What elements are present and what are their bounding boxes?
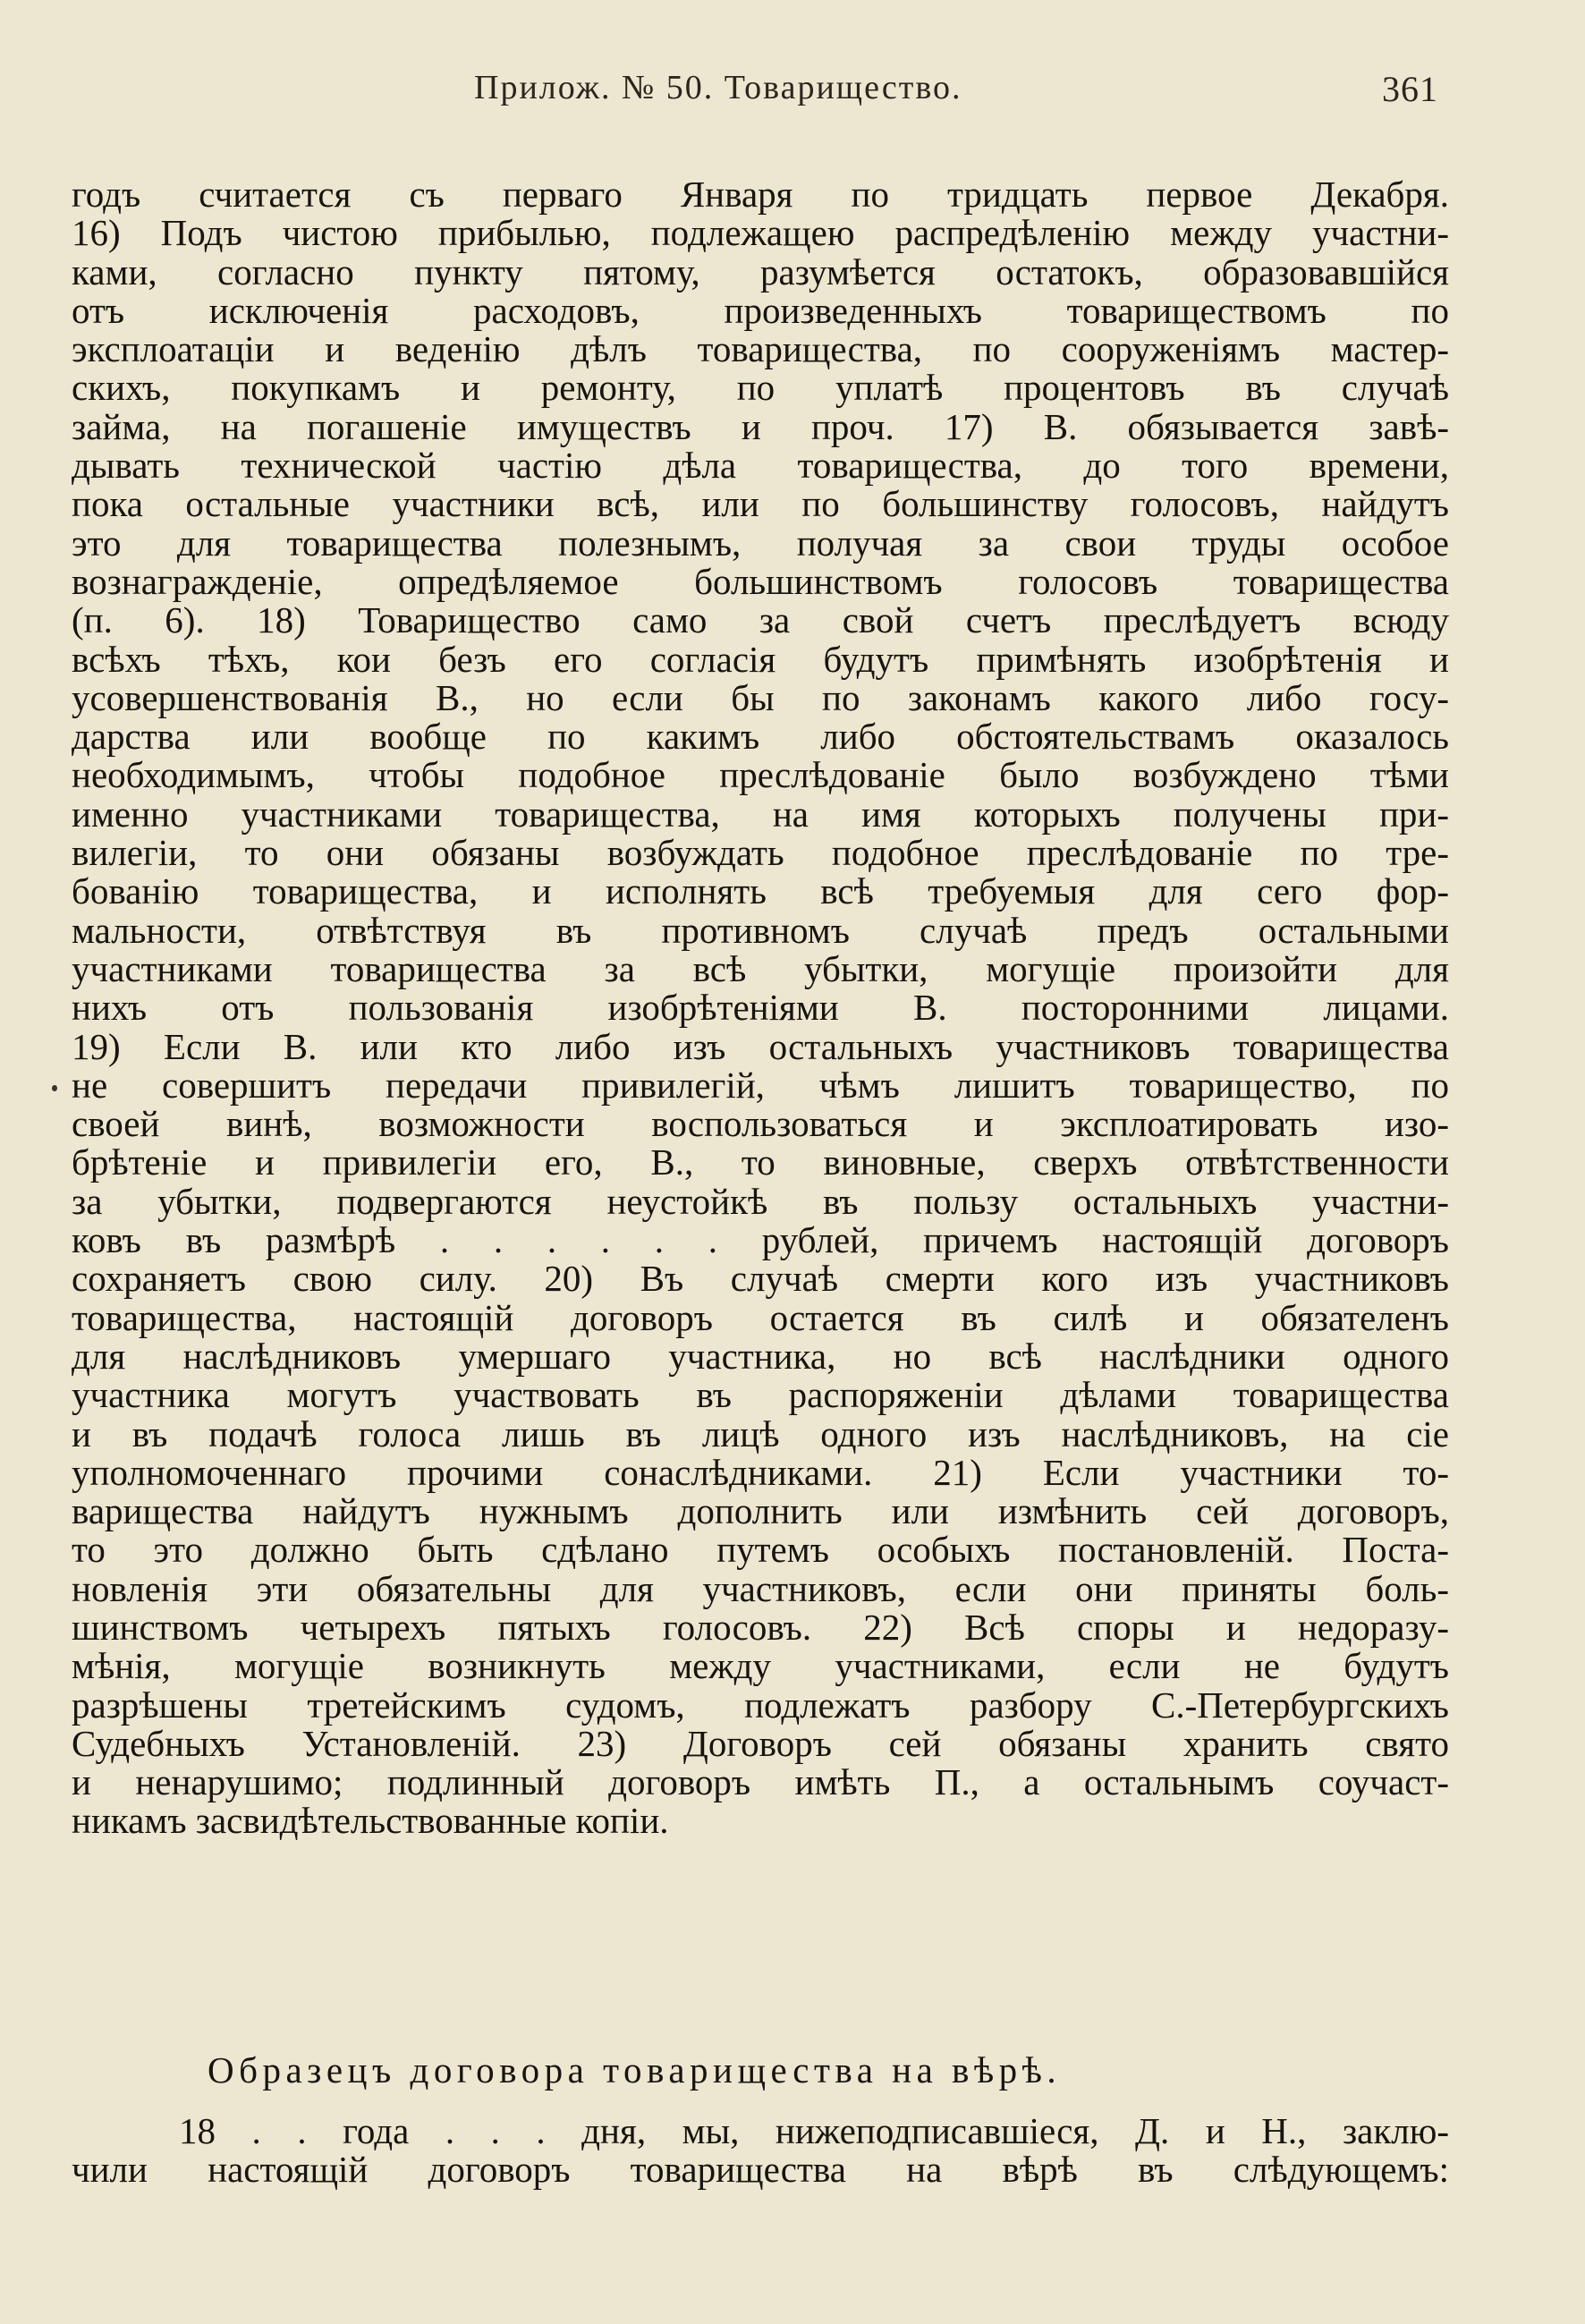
body-line: годъ считается съ перваго Января по тридцать первое Декабря.	[72, 174, 1449, 215]
body-line: и въ подачѣ голоса лишь въ лицѣ одного изъ наслѣдниковъ, на сіе	[72, 1412, 1449, 1455]
body-line: своей винѣ, возможности воспользоваться и эксплоатировать изо-	[72, 1103, 1449, 1145]
body-line: отъ исключенія расходовъ, произведенныхъ товариществомъ по	[72, 289, 1449, 331]
body-line: вознагражденіе, опредѣляемое большинствомъ голосовъ товарищества	[72, 560, 1449, 602]
body-line: не совершитъ передачи привилегій, чѣмъ лишитъ товарищество, по	[72, 1064, 1449, 1106]
body-line: для наслѣдниковъ умершаго участника, но всѣ наслѣдники одного	[72, 1335, 1449, 1377]
body-line: дарства или вообще по какимъ либо обстоятельствамъ оказалось	[72, 716, 1449, 758]
body-line: участниками товарищества за всѣ убытки, могущіе произойти для	[72, 947, 1449, 989]
body-line: нихъ отъ пользованія изобрѣтеніями В. посторонними лицами.	[72, 987, 1449, 1029]
section-heading: Образецъ договора товарищества на вѣрѣ.	[208, 2049, 1062, 2091]
body-line: всѣхъ тѣхъ, кои безъ его согласія будутъ примѣнять изобрѣтенія и	[72, 638, 1449, 680]
body-line: пока остальные участники всѣ, или по большинству голосовъ, найдутъ	[72, 483, 1449, 525]
margin-mark	[52, 1085, 57, 1091]
body-line: бованію товарищества, и исполнять всѣ требуемыя для сего фор-	[72, 870, 1449, 912]
body-line: эксплоатаціи и веденію дѣлъ товарищества, по сооруженіямъ мастер-	[72, 328, 1449, 370]
body-line: за убытки, подвергаются неустойкѣ въ пользу остальныхъ участни-	[72, 1180, 1449, 1222]
running-title: Прилож. № 50. Товарищество.	[474, 69, 962, 106]
body-line: дывать технической частію дѣла товарищества, до того времени,	[72, 445, 1449, 487]
body-line: именно участниками товарищества, на имя которыхъ получены при-	[72, 793, 1449, 835]
body-line: разрѣшены третейскимъ судомъ, подлежатъ разбору С.-Петербургскихъ	[72, 1684, 1449, 1726]
body-line: ками, согласно пункту пятому, разумѣется остатокъ, образовавшійся	[72, 250, 1449, 293]
page-number: 361	[1382, 69, 1438, 109]
body-line: усовершенствованія В., но если бы по законамъ какого либо госу-	[72, 676, 1449, 718]
body-line: вилегіи, то они обязаны возбуждать подобное преслѣдованіе по тре-	[72, 832, 1449, 874]
body-line: брѣтеніе и привилегіи его, В., то виновные, сверхъ отвѣтственности	[72, 1141, 1449, 1183]
body-line: и ненарушимо; подлинный договоръ имѣть П., а остальнымъ соучаст-	[72, 1761, 1449, 1803]
body-line: варищества найдутъ нужнымъ дополнить или измѣнить сей договоръ,	[72, 1490, 1449, 1532]
body-line: (п. 6). 18) Товарищество само за свой счетъ преслѣдуетъ всюду	[72, 599, 1449, 641]
body-line: Судебныхъ Установленій. 23) Договоръ сей обязаны хранить свято	[72, 1722, 1449, 1764]
body-line: мальности, отвѣтствуя въ противномъ случаѣ предъ остальными	[72, 909, 1449, 951]
body-line: мѣнія, могущіе возникнуть между участниками, если не будутъ	[72, 1645, 1449, 1687]
body-line: 16) Подъ чистою прибылью, подлежащею распредѣленію между участни-	[72, 212, 1449, 254]
body-line: то это должно быть сдѣлано путемъ особыхъ постановленій. Поста-	[72, 1529, 1449, 1571]
body-line: это для товарищества полезнымъ, получая за свои труды особое	[72, 522, 1449, 564]
body-line: сохраняетъ свою силу. 20) Въ случаѣ смерти кого изъ участниковъ	[72, 1258, 1449, 1300]
body-line: необходимымъ, чтобы подобное преслѣдованіе было возбуждено тѣми	[72, 754, 1449, 796]
body-line: ковъ въ размѣрѣ . . . . . . рублей, причемъ настоящій договоръ	[72, 1219, 1449, 1261]
body-line: новленія эти обязательны для участниковъ, если они приняты боль-	[72, 1567, 1449, 1609]
section-line: чили настоящій договоръ товарищества на вѣрѣ въ слѣдующемъ:	[72, 2149, 1449, 2191]
section-line: 18 . . года . . . дня, мы, нижеподписавшіеся, Д. и Н., заклю-	[179, 2110, 1449, 2151]
body-line: участника могутъ участвовать въ распоряженіи дѣлами товарищества	[72, 1374, 1449, 1416]
body-line: шинствомъ четырехъ пятыхъ голосовъ. 22) Всѣ споры и недоразу-	[72, 1606, 1449, 1648]
body-line: уполномоченнаго прочими сонаслѣдниками. 21) Если участники то-	[72, 1451, 1449, 1493]
body-line: никамъ засвидѣтельствованные копіи.	[72, 1800, 669, 1842]
body-line: скихъ, покупкамъ и ремонту, по уплатѣ процентовъ въ случаѣ	[72, 367, 1449, 409]
body-line: товарищества, настоящій договоръ остается въ силѣ и обязателенъ	[72, 1296, 1449, 1338]
body-line: займа, на погашеніе имуществъ и проч. 17) В. обязывается завѣ-	[72, 405, 1449, 447]
body-text	[72, 175, 1449, 1841]
body-line: 19) Если В. или кто либо изъ остальныхъ участниковъ товарищества	[72, 1025, 1449, 1067]
section-text	[72, 2111, 1449, 2189]
